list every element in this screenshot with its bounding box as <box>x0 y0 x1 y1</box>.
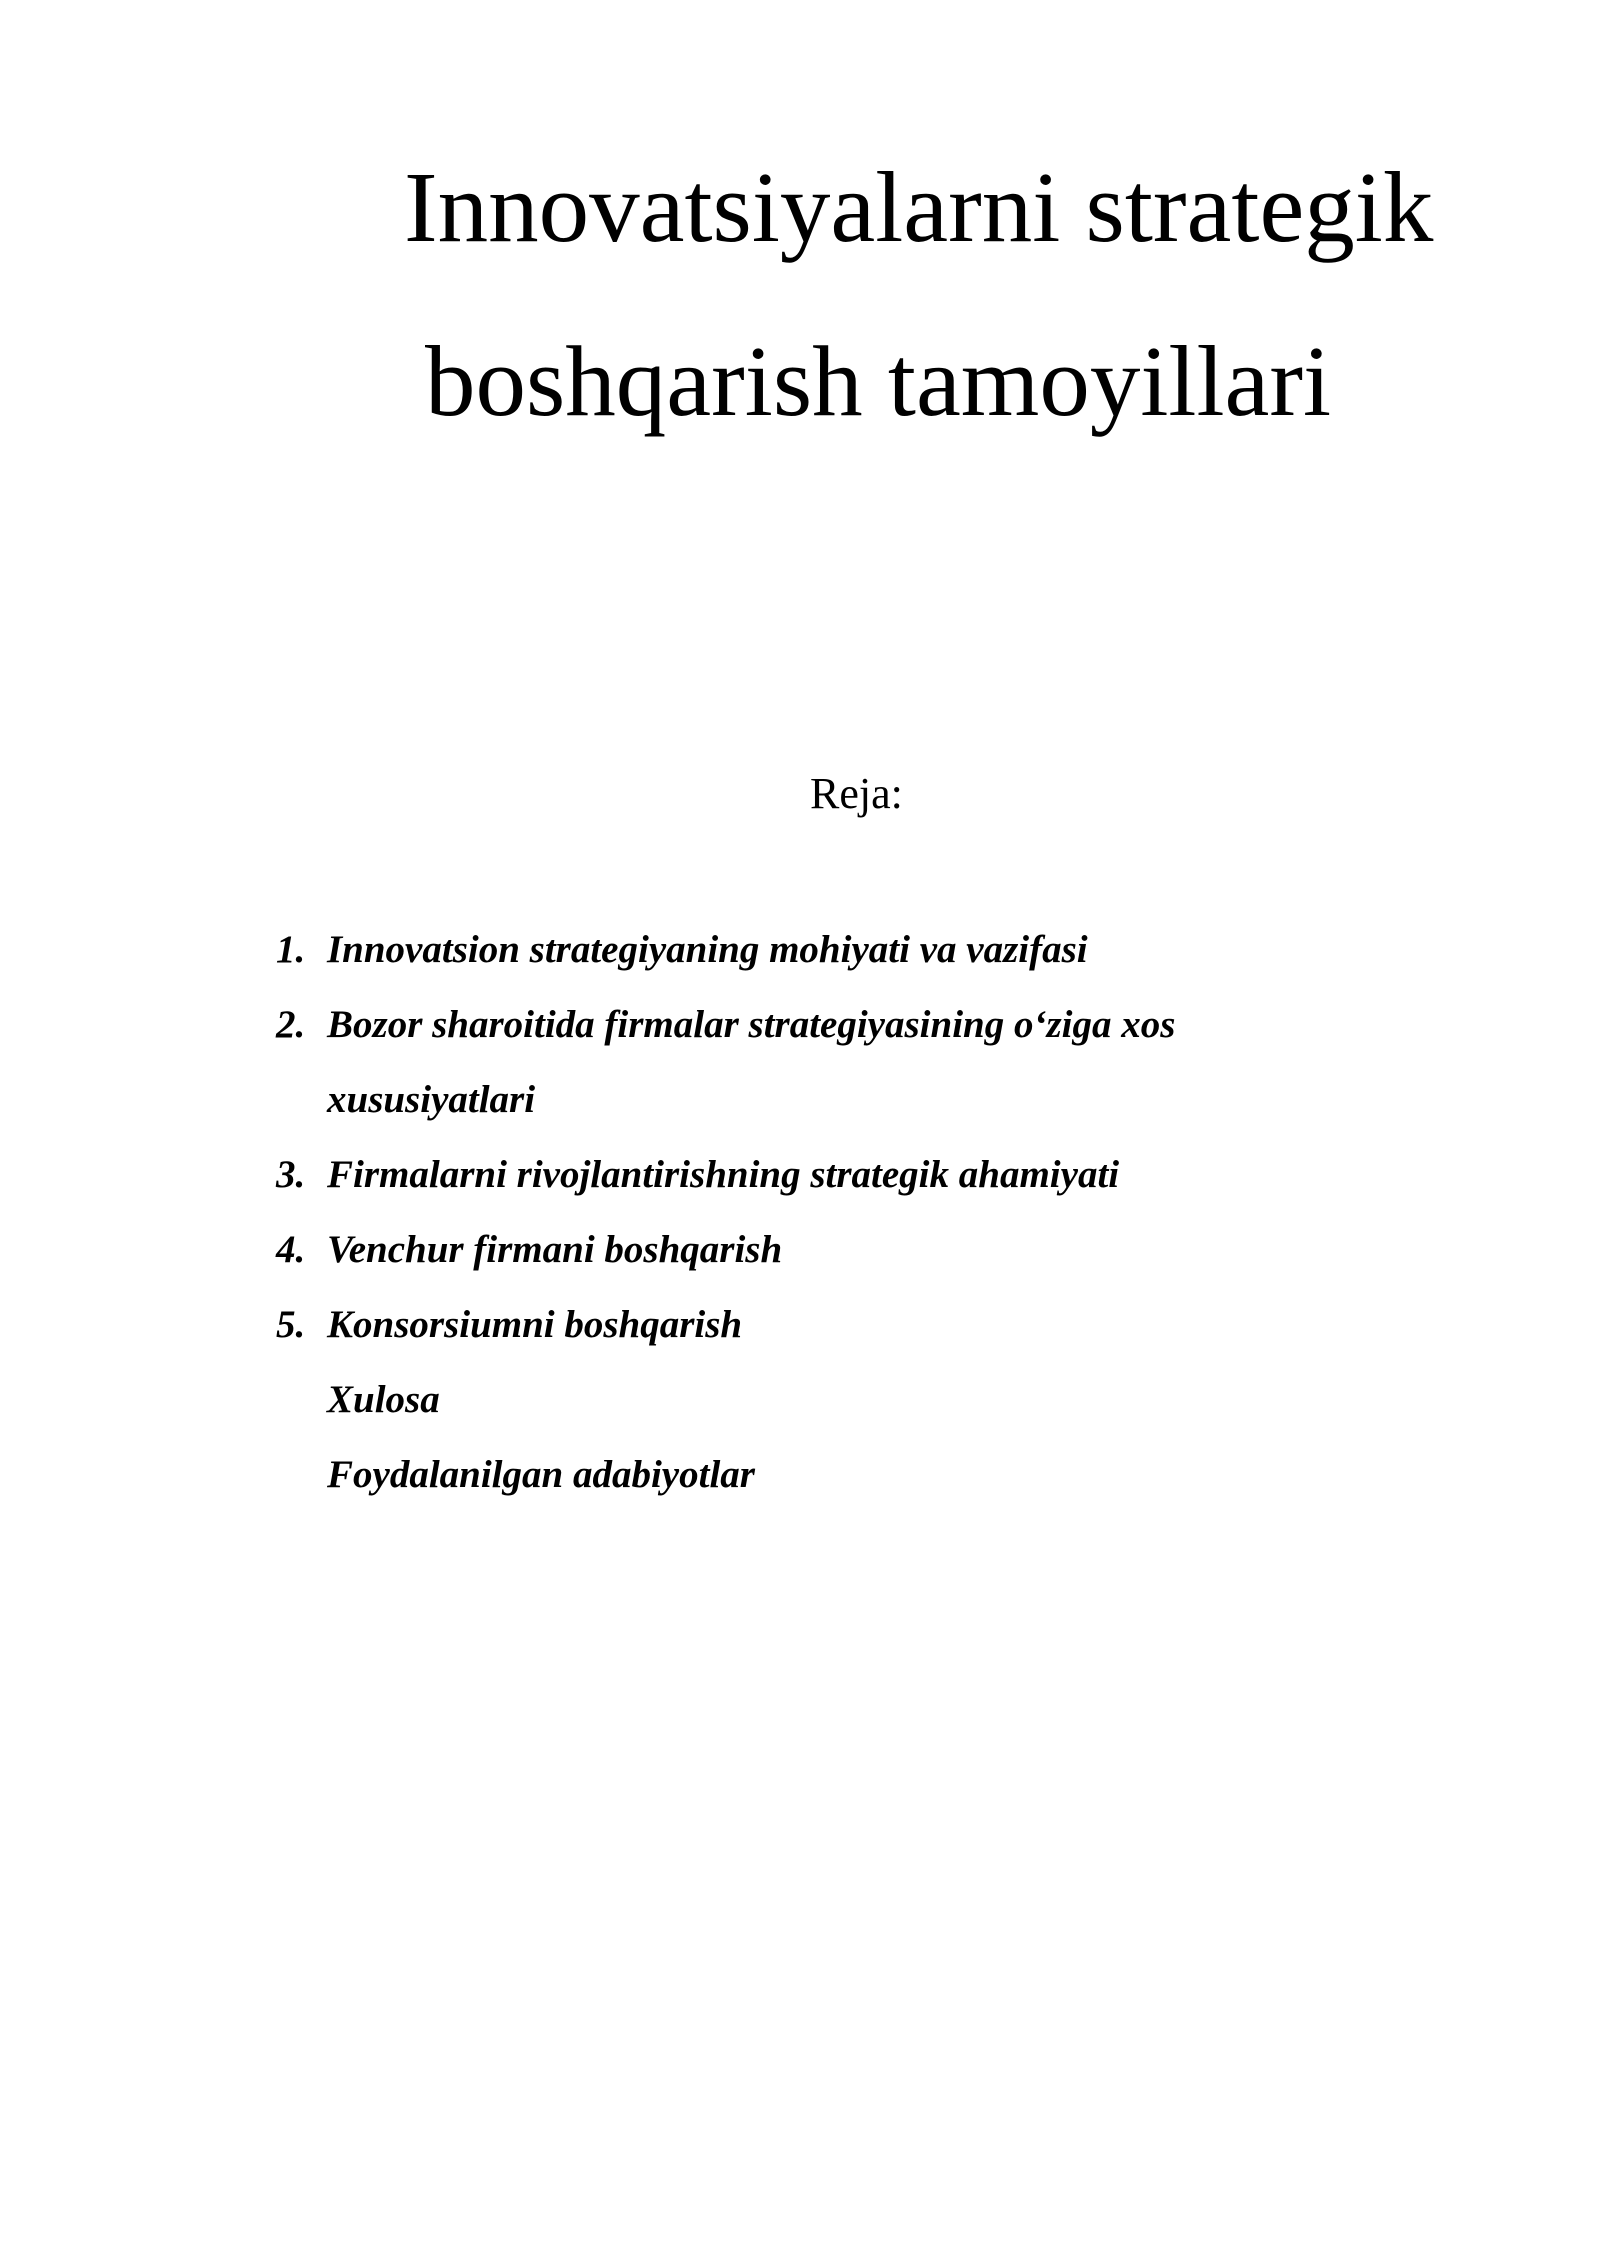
plan-item-number: 3. <box>276 1153 306 1196</box>
plan-item-3 <box>276 1137 1175 1212</box>
plan-item-number <box>276 1362 327 1437</box>
plan-item-text: Konsorsiumni boshqarish <box>327 1303 743 1346</box>
plan-item-text: Innovatsion strategiyaning mohiyati va vazifasi <box>327 928 1088 971</box>
plan-item-text: Bozor sharoitida firmalar strategiyasining o‘ziga xos <box>327 1003 1176 1046</box>
plan-item-number <box>276 1437 327 1512</box>
plan-item-number: 4. <box>276 1228 306 1271</box>
plan-item-5 <box>276 1287 1175 1362</box>
plan-item-1 <box>276 912 1175 987</box>
plan-item-number <box>276 1062 327 1137</box>
plan-item-text: Firmalarni rivojlantirishning strategik ahamiyati <box>327 1153 1120 1196</box>
plan-item-text: Xulosa <box>327 1378 440 1421</box>
plan-item-2 <box>276 987 1175 1062</box>
plan-item-number: 1. <box>276 928 306 971</box>
plan-item-text: xususiyatlari <box>327 1078 536 1121</box>
plan-item-references <box>276 1437 1175 1512</box>
plan-item-4 <box>276 1212 1175 1287</box>
plan-item-number: 5. <box>276 1303 306 1346</box>
plan-item-2-continuation <box>276 1062 1175 1137</box>
plan-item-number: 2. <box>276 1003 306 1046</box>
document-title-line-1: Innovatsiyalarni strategik <box>404 151 1434 263</box>
plan-heading: Reja: <box>810 769 903 818</box>
plan-item-text: Venchur firmani boshqarish <box>327 1228 783 1271</box>
plan-item-text: Foydalanilgan adabiyotlar <box>327 1453 755 1496</box>
document-title-line-2: boshqarish tamoyillari <box>425 325 1332 437</box>
plan-list <box>276 912 1175 1512</box>
plan-item-conclusion <box>276 1362 1175 1437</box>
